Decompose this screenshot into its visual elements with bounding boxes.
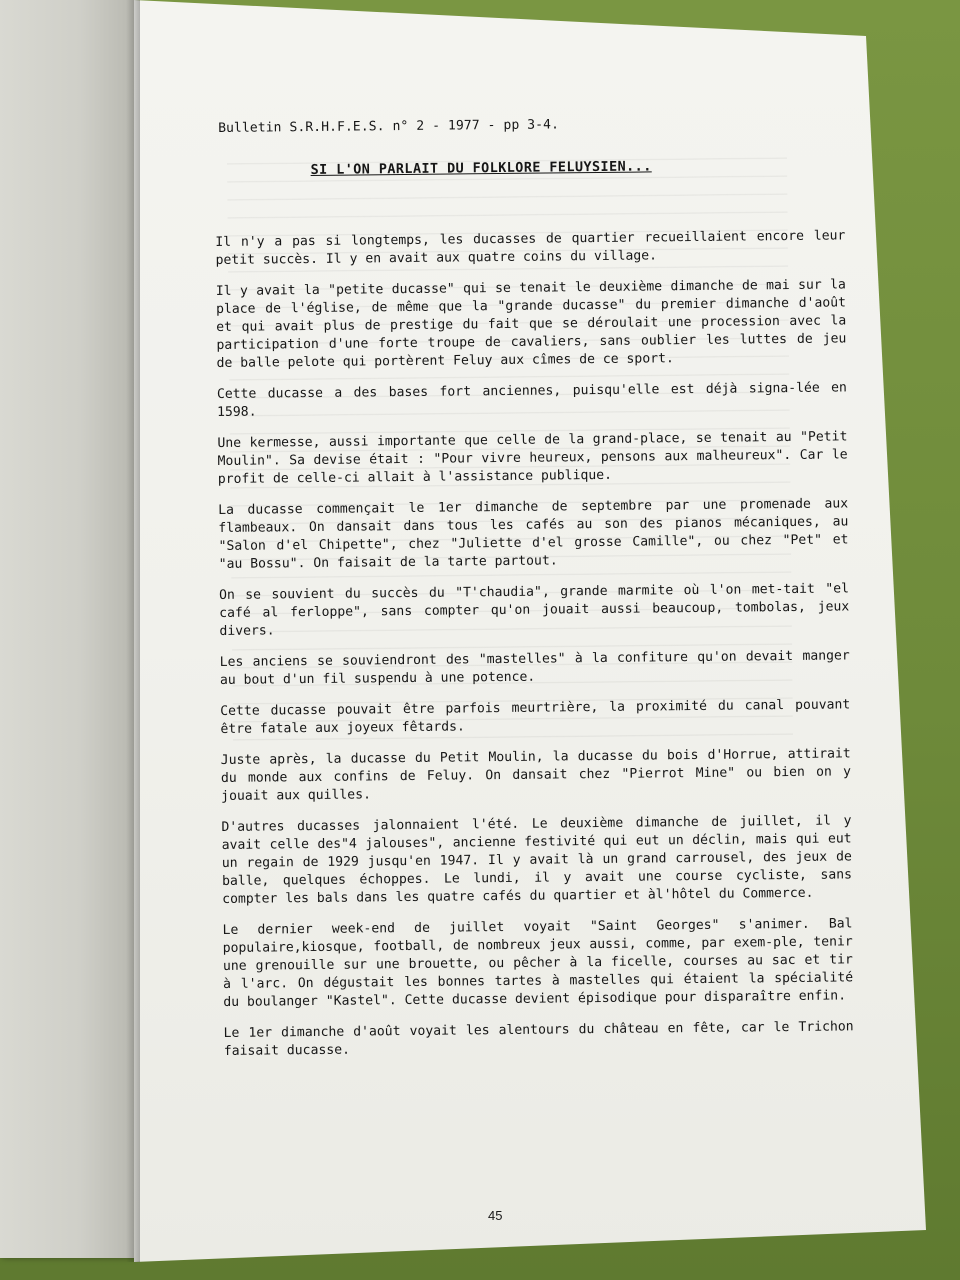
- paragraph: Le dernier week-end de juillet voyait "Saint Georges" s'animer. Bal populaire,kiosque, football, de nombreux jeux aussi, comme, par exem-ple, tenir une grenouille sur une brouette, ou pêcher à la ficelle, courses au sac et tir à l'arc. On dégustait les bonnes tartes à mastelles qui étaient la spécialité du boulanger "Kastel". Cette ducasse devient épisodique pour disparaître enfin.: [222, 916, 854, 1010]
- paragraph: Il n'y a pas si longtemps, les ducasses de quartier recueillaient encore leur petit succès. Il y en avait aux quatre coins du village.: [215, 228, 846, 268]
- paragraph: Une kermesse, aussi importante que celle de la grand-place, se tenait au "Petit Moulin". Sa devise était : "Pour vivre heureux, pensons aux malheureux". Car le profit de celle-ci allait à l'assistance publique.: [217, 429, 848, 487]
- paragraph: Il y avait la "petite ducasse" qui se tenait le deuxième dimanche de mai sur la place de l'église, de même que la "grande ducasse" du premier dimanche d'août et qui avait plus de prestige du fait que se déroulait une procession avec la participation d'une forte troupe de cavaliers, sans oublier les luttes de jeu de balle pelote qui portèrent Feluy aux cîmes de ce sport.: [215, 277, 847, 371]
- paragraph: D'autres ducasses jalonnaient l'été. Le deuxième dimanche de juillet, il y avait celle des"4 jalouses", ancienne festivité qui eut un déclin, mais qui eut un regain de 1929 jusqu'en 1947. Il y avait là un grand carrousel, des jeux de balle, quelques échoppes. Le lundi, il y avait une course cycliste, sans compter les bals dans les quatre cafés du quartier et àl'hôtel du Commerce.: [221, 813, 853, 907]
- paragraph: Le 1er dimanche d'août voyait les alentours du château en fête, car le Trichon faisait ducasse.: [223, 1019, 854, 1059]
- bulletin-reference: Bulletin S.R.H.F.E.S. n° 2 - 1977 - pp 3-4.: [218, 117, 560, 136]
- article-title: SI L'ON PARLAIT DU FOLKLORE FELUYSIEN...: [310, 158, 652, 178]
- page-number: 45: [488, 1208, 503, 1223]
- paragraph: Cette ducasse a des bases fort anciennes, puisqu'elle est déjà signa-lée en 1598.: [216, 380, 847, 420]
- paragraph: Juste après, la ducasse du Petit Moulin, la ducasse du bois d'Horrue, attirait du monde aux confins de Feluy. On dansait chez "Pierrot Mine" ou bien on y jouait aux quilles.: [220, 746, 852, 804]
- paragraph: La ducasse commençait le 1er dimanche de septembre par une promenade aux flambeaux. On dansait dans tous les cafés au son des pianos mécaniques, au "Salon d'el Chipette", chez "Juliette d'el grosse Camille", ou chez "Pet" et "au Bossu". On faisait de la tarte partout.: [218, 496, 849, 572]
- paragraph: Les anciens se souviendront des "mastelles" à la confiture qu'on devait manger au bout d'un fil suspendu à une potence.: [219, 648, 850, 688]
- book-gutter: [126, 0, 140, 1262]
- page-content: [214, 107, 854, 1061]
- paragraph: Cette ducasse pouvait être parfois meurtrière, la proximité du canal pouvant être fatale aux joyeux fêtards.: [220, 697, 851, 737]
- left-page: [0, 0, 134, 1258]
- paragraph: On se souvient du succès du "T'chaudia", grande marmite où l'on met-tait "el café al ferloppe", sans compter qu'on jouait aussi beaucoup, tombolas, jeux divers.: [218, 581, 850, 639]
